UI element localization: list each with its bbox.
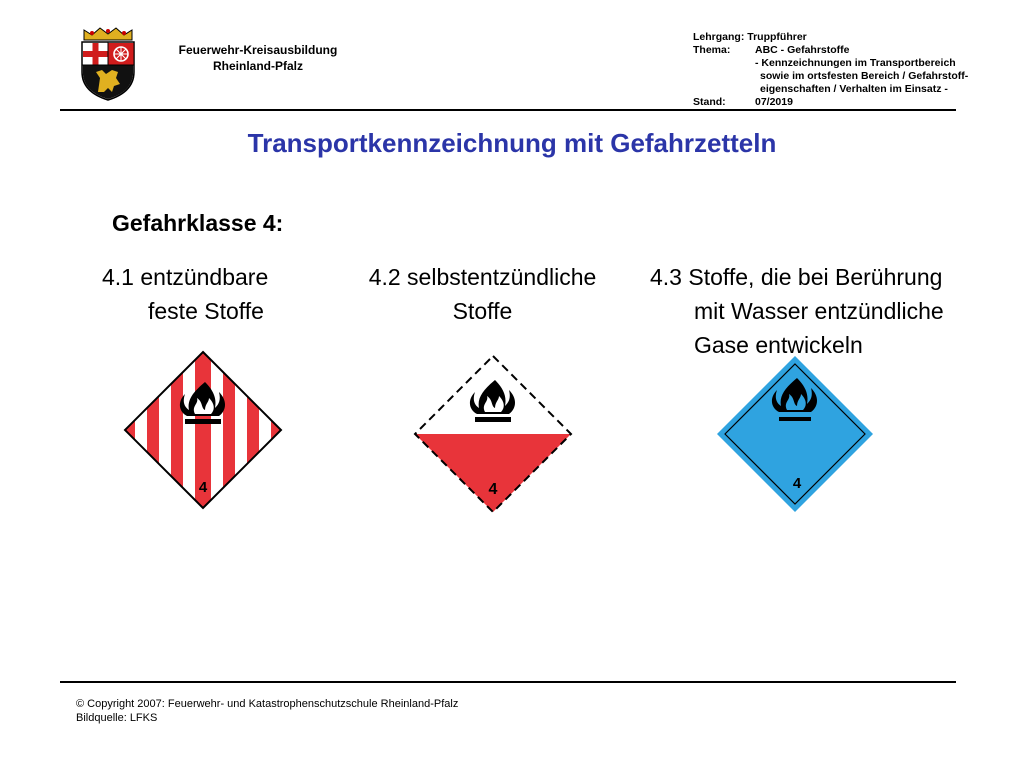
subclass-line: 4.1 entzündbare — [102, 264, 269, 290]
subclass-line: Gase entwickeln — [694, 332, 863, 358]
stand-label: Stand: — [693, 96, 726, 108]
class-heading: Gefahrklasse 4: — [112, 210, 284, 236]
subclass-line: Stoffe — [452, 298, 513, 324]
page-title: Transportkennzeichnung mit Gefahrzetteln — [247, 128, 777, 158]
copyright-text: © Copyright 2007: Feuerwehr- und Katastrophenschutzschule Rheinland-Pfalz — [76, 698, 459, 710]
thema-label: Thema: — [693, 44, 731, 56]
lehrgang-label: Lehrgang: — [693, 31, 745, 43]
header-divider — [60, 109, 956, 111]
org-line-1: Feuerwehr-Kreisausbildung — [178, 43, 338, 57]
thema-continuation-3: eigenschaften / Verhalten im Einsatz - — [760, 83, 948, 95]
class-number: 4 — [198, 479, 208, 496]
subclass-4-2 — [355, 260, 610, 328]
subclass-line: mit Wasser entzündliche — [694, 298, 944, 324]
subclass-4-1 — [102, 260, 268, 328]
subclass-line: feste Stoffe — [148, 298, 264, 324]
coat-of-arms-icon — [78, 26, 138, 102]
subclass-line: 4.3 Stoffe, die bei Berührung — [650, 264, 943, 290]
stand-value: 07/2019 — [755, 96, 793, 108]
org-line-2: Rheinland-Pfalz — [212, 59, 303, 73]
thema-value: ABC - Gefahrstoffe — [755, 44, 850, 56]
hazard-label-4-3 — [715, 354, 875, 514]
subclass-line: 4.2 selbstentzündliche — [368, 264, 597, 290]
hazard-label-4-2 — [413, 354, 573, 514]
footer — [76, 697, 458, 725]
organization-name — [140, 42, 376, 74]
class-number: 4 — [792, 475, 802, 492]
course-info — [693, 31, 1013, 109]
subclass-4-3 — [650, 260, 944, 362]
lehrgang-value: Truppführer — [747, 31, 807, 43]
thema-continuation-1: - Kennzeichnungen im Transportbereich — [755, 57, 956, 69]
thema-continuation-2: sowie im ortsfesten Bereich / Gefahrstoff- — [760, 70, 969, 82]
footer-divider — [60, 681, 956, 683]
image-source: Bildquelle: LFKS — [76, 712, 158, 724]
hazard-label-4-1 — [123, 350, 283, 510]
class-number: 4 — [488, 481, 498, 498]
